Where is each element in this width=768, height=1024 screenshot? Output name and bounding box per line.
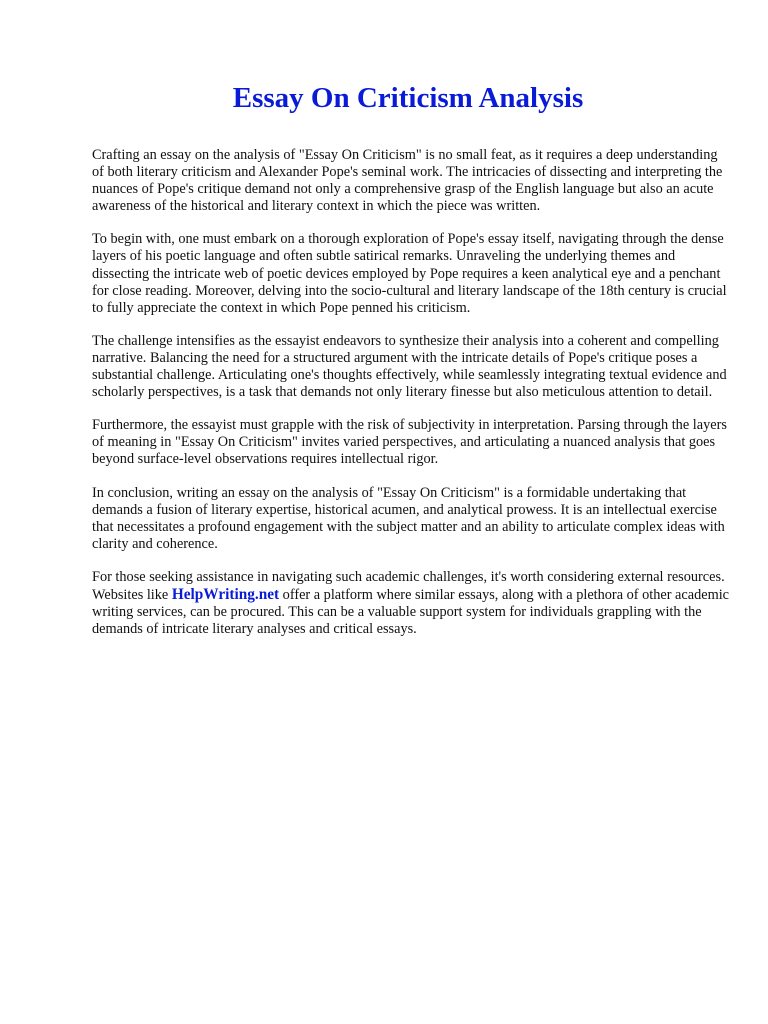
paragraph-5: In conclusion, writing an essay on the analysis of "Essay On Criticism" is a formidable undertaking that demands a fusion of literary expertise, historical acumen, and analytical prowess. It is an intellectual exercise that necessitates a profound engagement with the subject matter and an ability to articulate complex ideas with clarity and coherence.	[92, 484, 725, 552]
document-body	[92, 147, 732, 654]
paragraph-6	[92, 569, 732, 638]
paragraph-6-after-link: offer a platform where similar essays, along with a plethora of other academic writing services, can be procured. This can be a valuable support system for individuals grappling with the demands of intricate literary analyses and critical essays.	[92, 586, 730, 638]
helpwriting-link[interactable]: HelpWriting.net	[171, 585, 280, 603]
paragraph-3: The challenge intensifies as the essayist endeavors to synthesize their analysis into a coherent and compelling narrative. Balancing the need for a structured argument with the intricate details of Pope's critique poses a substantial challenge. Articulating one's thoughts effectively, while seamlessly integrating textual evidence and scholarly perspectives, is a task that demands not only literary finesse but also meticulous attention to detail.	[92, 332, 727, 401]
page-title: Essay On Criticism Analysis	[232, 82, 584, 114]
paragraph-1: Crafting an essay on the analysis of "Essay On Criticism" is no small feat, as it requires a deep understanding of both literary criticism and Alexander Pope's seminal work. The intricacies of dissecting and interpreting the nuances of Pope's critique demand not only a comprehensive grasp of the English language but also an acute awareness of the historical and literary context in which the piece was written.	[92, 147, 723, 215]
paragraph-4: Furthermore, the essayist must grapple with the risk of subjectivity in interpretation. Parsing through the layers of meaning in "Essay On Criticism" invites varied perspectives, and articulating a nuanced analysis that goes beyond surface-level observations requires intellectual rigor.	[92, 417, 727, 468]
paragraph-2: To begin with, one must embark on a thorough exploration of Pope's essay itself, navigating through the dense layers of his poetic language and often subtle satirical remarks. Unraveling the underlying themes and dissecting the intricate web of poetic devices employed by Pope requires a keen analytical eye and a penchant for close reading. Moreover, delving into the socio-cultural and literary landscape of the 18th century is crucial to fully appreciate the context in which Pope penned his criticism.	[92, 231, 727, 316]
paragraph-6-before-link: For those seeking assistance in navigating such academic challenges, it's worth considering external resources. Websites like	[92, 568, 725, 603]
